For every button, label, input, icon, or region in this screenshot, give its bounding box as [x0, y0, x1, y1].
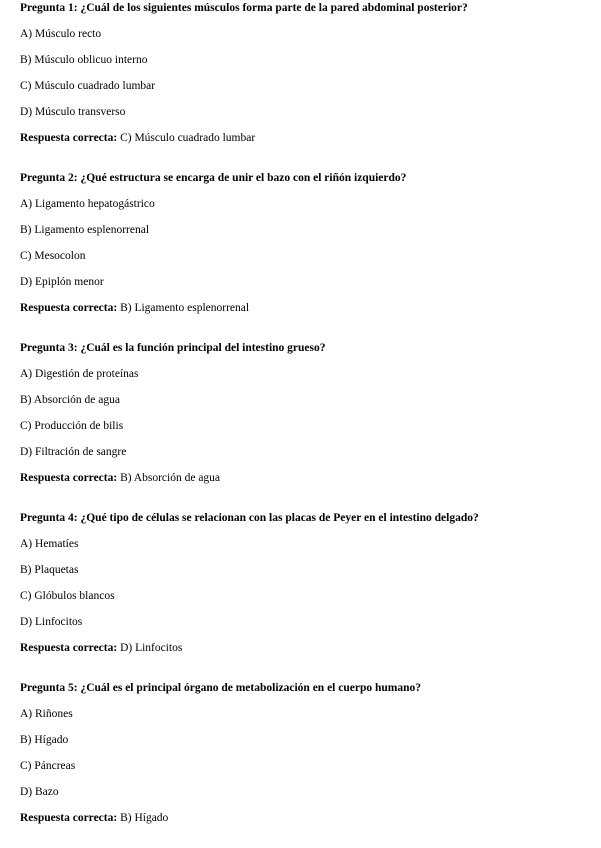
answer-label: Respuesta correcta:	[20, 812, 118, 824]
question-4	[20, 510, 590, 666]
answer-label: Respuesta correcta:	[20, 642, 118, 654]
question-1	[20, 0, 590, 156]
option-a: A) Ligamento hepatogástrico	[20, 198, 155, 210]
option-a: A) Riñones	[20, 708, 73, 720]
option-d: D) Epiplón menor	[20, 276, 104, 288]
answer-value: B) Absorción de agua	[120, 472, 221, 484]
option-b: B) Músculo oblicuo interno	[20, 54, 148, 66]
option-b: B) Ligamento esplenorrenal	[20, 224, 150, 236]
question-3	[20, 340, 590, 496]
question-title: Pregunta 3: ¿Cuál es la función principal del intestino grueso?	[20, 342, 326, 354]
option-a: A) Hematíes	[20, 538, 79, 550]
question-title: Pregunta 4: ¿Qué tipo de células se relacionan con las placas de Peyer en el intestino delgado?	[20, 512, 479, 524]
answer-value: B) Ligamento esplenorrenal	[120, 302, 250, 314]
answer-label: Respuesta correcta:	[20, 472, 118, 484]
answer-value: B) Hígado	[120, 812, 169, 824]
document-page	[20, 0, 590, 836]
answer-value: C) Músculo cuadrado lumbar	[120, 132, 256, 144]
option-c: C) Músculo cuadrado lumbar	[20, 80, 156, 92]
option-a: A) Músculo recto	[20, 28, 102, 40]
option-a: A) Digestión de proteínas	[20, 368, 139, 380]
answer-value: D) Linfocitos	[120, 642, 183, 654]
option-d: D) Filtración de sangre	[20, 446, 127, 458]
option-c: C) Páncreas	[20, 760, 76, 772]
correct-answer	[20, 470, 590, 496]
option-c: C) Mesocolon	[20, 250, 86, 262]
option-d: D) Bazo	[20, 786, 59, 798]
correct-answer	[20, 810, 590, 836]
option-d: D) Linfocitos	[20, 616, 83, 628]
correct-answer	[20, 300, 590, 326]
option-b: B) Absorción de agua	[20, 394, 120, 406]
option-b: B) Plaquetas	[20, 564, 79, 576]
question-title: Pregunta 5: ¿Cuál es el principal órgano de metabolización en el cuerpo humano?	[20, 682, 422, 694]
question-2	[20, 170, 590, 326]
question-title: Pregunta 2: ¿Qué estructura se encarga de unir el bazo con el riñón izquierdo?	[20, 172, 407, 184]
question-title: Pregunta 1: ¿Cuál de los siguientes músculos forma parte de la pared abdominal posterior?	[20, 2, 468, 14]
answer-label: Respuesta correcta:	[20, 302, 118, 314]
option-c: C) Glóbulos blancos	[20, 590, 115, 602]
correct-answer	[20, 640, 590, 666]
option-d: D) Músculo transverso	[20, 106, 126, 118]
correct-answer	[20, 130, 590, 156]
question-5	[20, 680, 590, 836]
answer-label: Respuesta correcta:	[20, 132, 118, 144]
option-b: B) Hígado	[20, 734, 69, 746]
option-c: C) Producción de bilis	[20, 420, 124, 432]
